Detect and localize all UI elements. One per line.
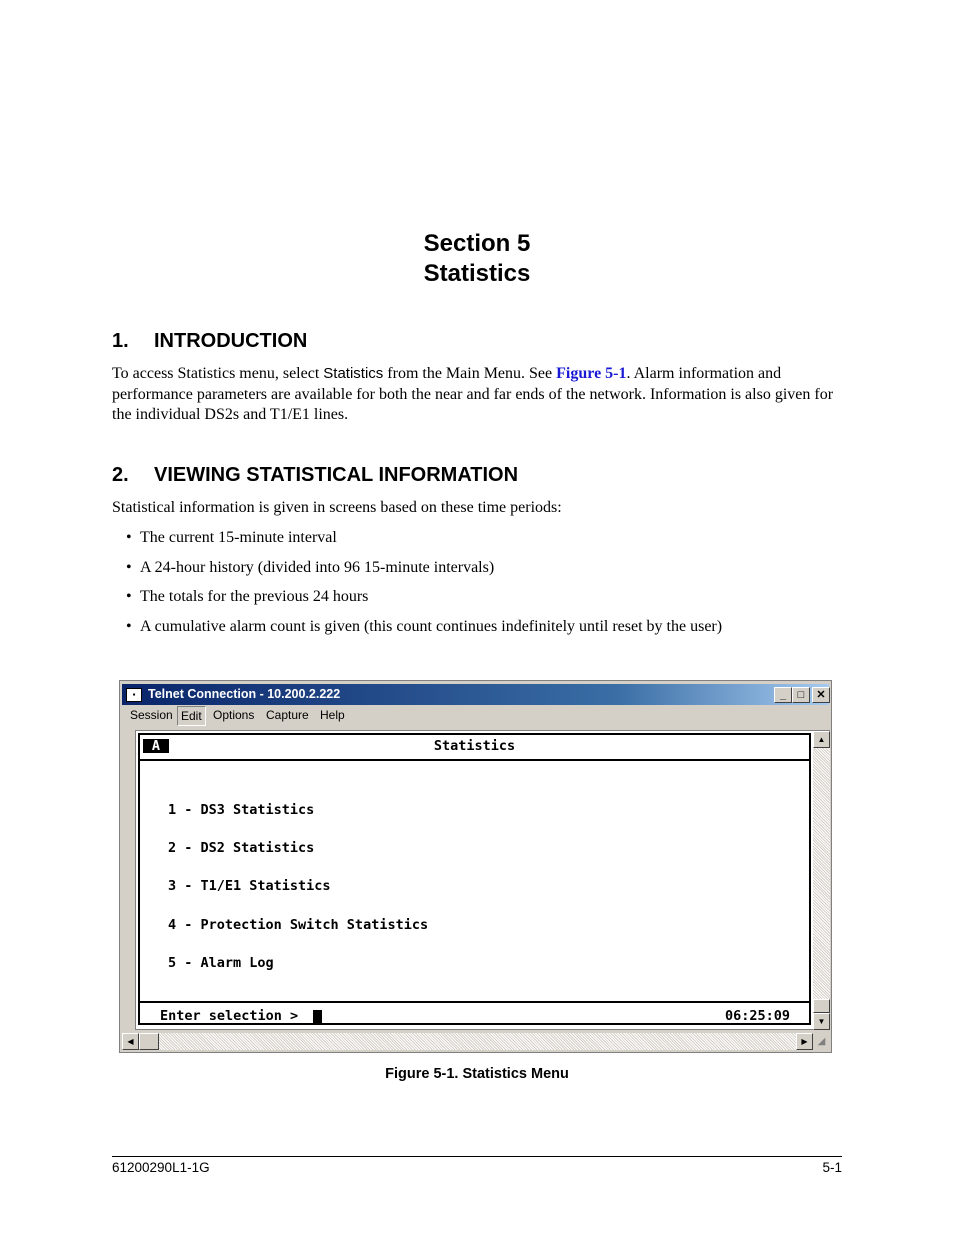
scroll-up-icon[interactable]: ▲ (813, 731, 830, 748)
terminal-menu-item[interactable]: 4 - Protection Switch Statistics (168, 916, 429, 933)
terminal-tag: A (143, 739, 169, 753)
section-number: Section 5 (423, 230, 531, 257)
terminal-prompt: Enter selection > (160, 1008, 299, 1024)
terminal-menu-item[interactable]: 1 - DS3 Statistics (168, 801, 315, 818)
list-item (126, 558, 494, 578)
bullet-icon: • (126, 618, 132, 635)
footer-page-number: 5-1 (822, 1160, 842, 1175)
scroll-left-icon[interactable]: ◀ (122, 1033, 139, 1050)
terminal-menu-item[interactable]: 5 - Alarm Log (168, 955, 274, 972)
terminal-screen[interactable] (135, 730, 815, 1030)
list-item-text: The current 15-minute interval (140, 529, 337, 546)
window-title: Telnet Connection - 10.200.2.222 (148, 687, 341, 701)
footer-rule (112, 1156, 842, 1157)
terminal-menu-item[interactable]: 2 - DS2 Statistics (168, 839, 315, 856)
list-item-text: A 24-hour history (divided into 96 15-minute intervals) (140, 559, 495, 576)
list-item (126, 587, 368, 607)
telnet-window (119, 680, 832, 1053)
scroll-thumb[interactable] (813, 999, 830, 1013)
menu-capture[interactable]: Capture (266, 708, 309, 722)
intro-text-2: from the Main Menu. See (383, 365, 557, 382)
minimize-icon[interactable]: _ (774, 687, 792, 703)
list-item-text: A cumulative alarm count is given (this count continues indefinitely until reset by the user) (140, 618, 723, 635)
intro-paragraph (112, 364, 842, 426)
figure-link[interactable]: Figure 5-1 (556, 365, 627, 382)
viewing-lead: Statistical information is given in screens based on these time periods: (112, 499, 562, 516)
statistics-menu-word: Statistics (323, 365, 384, 382)
menu-session[interactable]: Session (130, 708, 173, 722)
intro-title: INTRODUCTION (154, 330, 308, 352)
terminal-divider (140, 759, 809, 761)
terminal-menu-list (168, 778, 428, 996)
vertical-scrollbar[interactable] (813, 730, 830, 1029)
intro-heading (112, 329, 307, 353)
menu-help[interactable]: Help (320, 708, 345, 722)
bullet-icon: • (126, 559, 132, 576)
terminal-divider (140, 1001, 809, 1003)
maximize-icon[interactable]: □ (792, 687, 810, 703)
footer-doc-number: 61200290L1-1G (112, 1160, 210, 1175)
scroll-down-icon[interactable]: ▼ (813, 1013, 830, 1030)
intro-number: 1. (112, 330, 129, 352)
section-title: Statistics (423, 260, 531, 287)
viewing-title: VIEWING STATISTICAL INFORMATION (154, 464, 519, 486)
telnet-app-icon: ▪ (126, 688, 142, 702)
terminal-frame (138, 733, 811, 1025)
list-item (126, 528, 337, 548)
scroll-thumb[interactable] (139, 1033, 159, 1050)
figure-caption: Figure 5-1. Statistics Menu (385, 1066, 569, 1082)
terminal-title: Statistics (433, 738, 516, 754)
menu-bar (122, 706, 829, 726)
viewing-number: 2. (112, 464, 129, 486)
list-item-text: The totals for the previous 24 hours (140, 588, 369, 605)
close-icon[interactable]: ✕ (812, 687, 830, 703)
intro-text-3: . Alarm information and performance parameters are available for both the near and far ends of the network. Information is also given for the individual DS2s and T1/E1 lines. (112, 365, 834, 423)
terminal-clock: 06:25:09 (725, 1008, 791, 1024)
terminal-menu-item[interactable]: 3 - T1/E1 Statistics (168, 878, 331, 895)
cursor-icon (313, 1010, 322, 1023)
horizontal-scrollbar[interactable] (122, 1033, 813, 1050)
intro-text-1: To access Statistics menu, select (112, 365, 324, 382)
bullet-icon: • (126, 588, 132, 605)
resize-grip-icon[interactable]: ◢ (813, 1033, 830, 1050)
menu-edit[interactable]: Edit (177, 706, 206, 726)
window-titlebar[interactable] (122, 684, 829, 705)
bullet-icon: • (126, 529, 132, 546)
scroll-right-icon[interactable]: ▶ (796, 1033, 813, 1050)
menu-options[interactable]: Options (213, 708, 255, 722)
viewing-heading (112, 463, 518, 487)
list-item (126, 617, 722, 637)
